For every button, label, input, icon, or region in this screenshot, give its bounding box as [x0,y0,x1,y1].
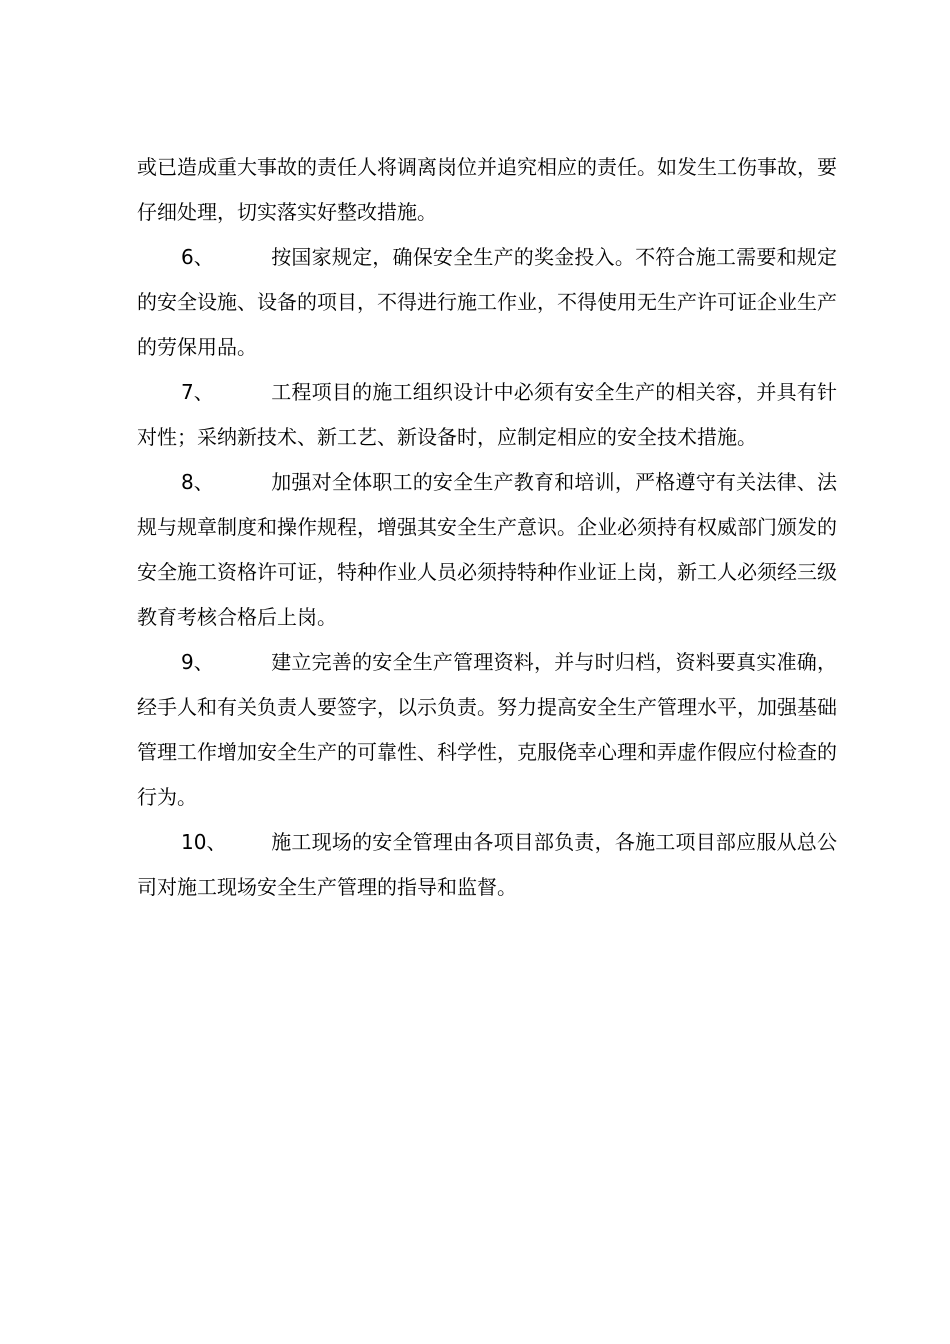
list-item-9 [137,640,837,820]
intro-paragraph: 或已造成重大事故的责任人将调离岗位并追究相应的责任。如发生工伤事故，要仔细处理，切实落实好整改措施。 [137,155,837,224]
item-text: 工程项目的施工组织设计中必须有安全生产的相关容，并具有针对性；采纳新技术、新工艺、新设备时，应制定相应的安全技术措施。 [137,380,837,449]
item-text: 按国家规定，确保安全生产的奖金投入。不符合施工需要和规定的安全设施、设备的项目，不得进行施工作业，不得使用无生产许可证企业生产的劳保用品。 [137,245,837,359]
item-number: 6、 [181,245,214,269]
list-item-8 [137,460,837,640]
item-number: 9、 [181,650,214,674]
list-item-6 [137,235,837,370]
list-item-10 [137,820,837,910]
item-text: 加强对全体职工的安全生产教育和培训，严格遵守有关法律、法规与规章制度和操作规程，增强其安全生产意识。企业必须持有权威部门颁发的安全施工资格许可证，特种作业人员必须持特种作业证上岗，新工人必须经三级教育考核合格后上岗。 [137,470,837,629]
item-number: 8、 [181,470,214,494]
document-body [137,145,837,910]
item-text: 建立完善的安全生产管理资料，并与时归档，资料要真实准确，经手人和有关负责人要签字，以示负责。努力提高安全生产管理水平，加强基础管理工作增加安全生产的可靠性、科学性，克服侥幸心理和弄虚作假应付检查的行为。 [137,650,837,809]
item-text: 施工现场的安全管理由各项目部负责，各施工项目部应服从总公司对施工现场安全生产管理的指导和监督。 [137,830,837,899]
item-number: 7、 [181,380,214,404]
item-number: 10、 [181,830,227,854]
list-item-7 [137,370,837,460]
